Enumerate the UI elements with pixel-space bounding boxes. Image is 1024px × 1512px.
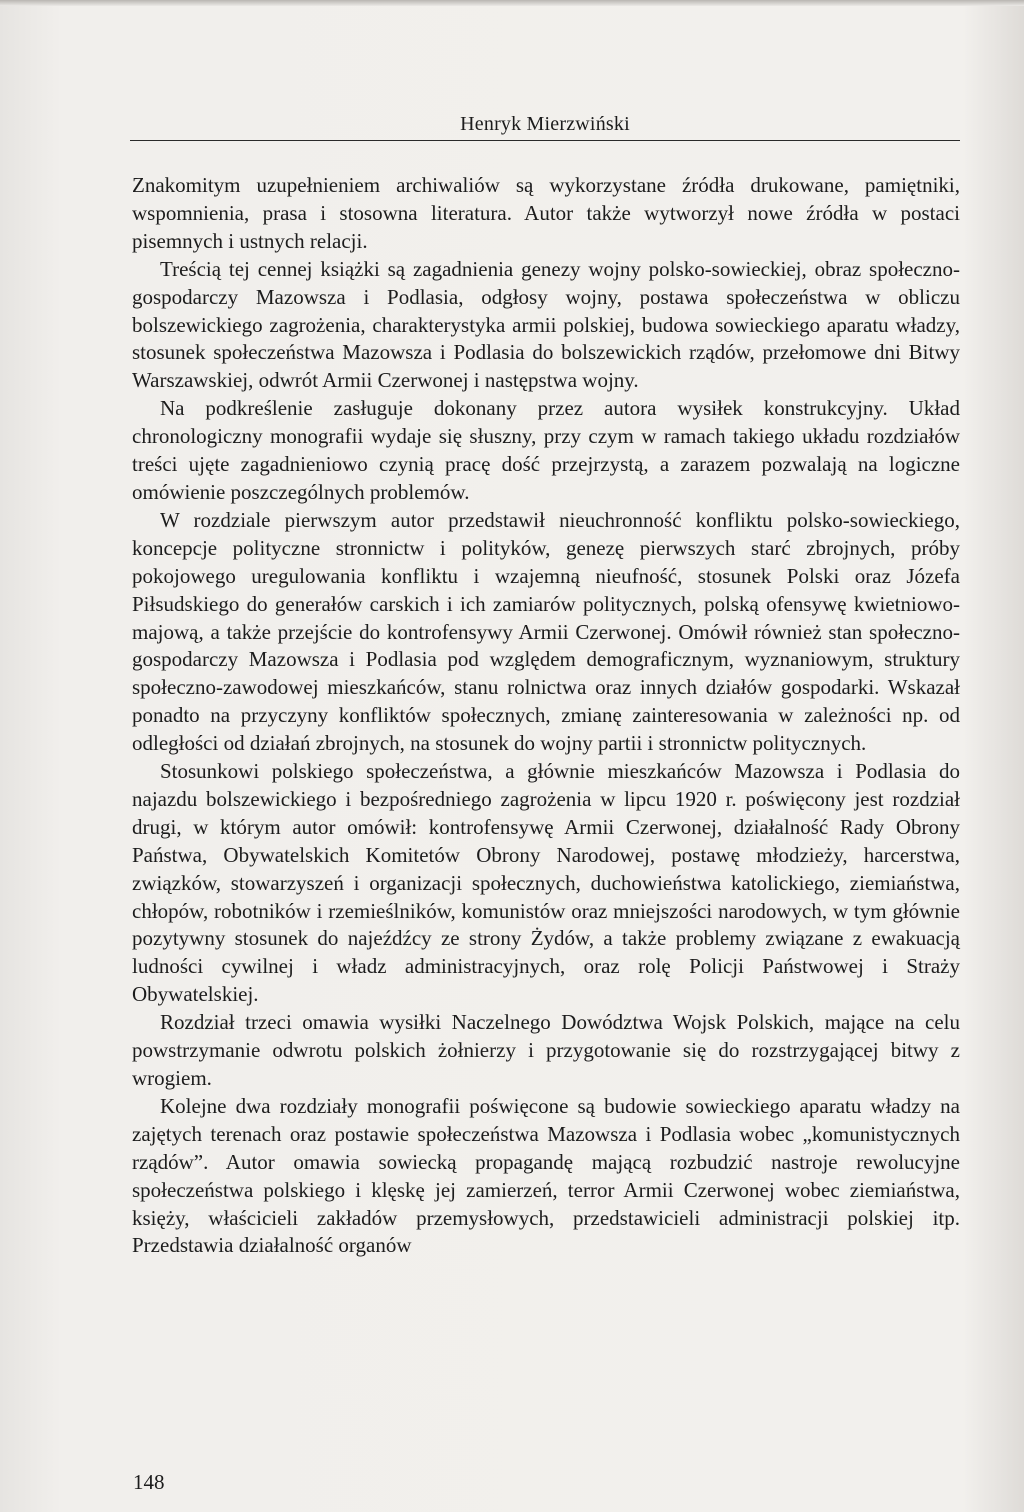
- page-number: 148: [133, 1470, 165, 1494]
- running-title: Henryk Mierzwiński: [460, 113, 630, 135]
- body-text: [132, 172, 960, 1260]
- paragraph: Stosunkowi polskiego społeczeństwa, a głównie mieszkańców Mazowsza i Podlasia do najazdu bolszewickiego i bezpośredniego zagrożenia w lipcu 1920 r. poświęcony jest rozdział drugi, w którym autor omówił: kontrofensywę Armii Czerwonej, działalność Rady Obrony Państwa, Obywatelskich Komitetów Obrony Narodowej, postawę młodzieży, harcerstwa, związków, stowarzyszeń i organizacji społecznych, duchowieństwa katolickiego, ziemiaństwa, chłopów, robotników i rzemieślników, komunistów oraz mniejszości narodowych, w tym głównie pozytywny stosunek do najeźdźcy ze strony Żydów, a także problemy związane z ewakuacją ludności cywilnej i władz administracyjnych, oraz rolę Policji Państwowej i Straży Obywatelskiej.: [132, 759, 960, 1007]
- paragraph: Treścią tej cennej książki są zagadnienia genezy wojny polsko-sowieckiej, obraz społeczno-gospodarczy Mazowsza i Podlasia, odgłosy wojny, postawa społeczeństwa w obliczu bolszewickiego zagrożenia, charakterystyka armii polskiej, budowa sowieckiego aparatu władzy, stosunek społeczeństwa Mazowsza i Podlasia do bolszewickich rządów, przełomowe dni Bitwy Warszawskiej, odwrót Armii Czerwonej i następstwa wojny.: [132, 256, 960, 393]
- paragraph: Na podkreślenie zasługuje dokonany przez autora wysiłek konstrukcyjny. Układ chronologiczny monografii wydaje się słuszny, przy czym w ramach takiego układu rozdziałów treści ujęte zagadnieniowo czynią pracę dość przejrzystą, a zarazem pozwalają na logiczne omówienie poszczególnych problemów.: [132, 396, 960, 504]
- paragraph: Rozdział trzeci omawia wysiłki Naczelnego Dowództwa Wojsk Polskich, mające na celu powstrzymanie odwrotu polskich żołnierzy i przygotowanie się do rozstrzygającej bitwy z wrogiem.: [132, 1010, 960, 1090]
- page-top-edge: [0, 0, 1024, 6]
- paragraph: W rozdziale pierwszym autor przedstawił nieuchronność konfliktu polsko-sowieckiego, koncepcje polityczne stronnictw i polityków, genezę pierwszych starć zbrojnych, próby pokojowego uregulowania konfliktu i wzajemną nieufność, stosunek Polski oraz Józefa Piłsudskiego do generałów carskich i ich zamiarów politycznych, polską ofensywę kwietniowo-majową, a także przejście do kontrofensywy Armii Czerwonej. Omówił również stan społeczno-gospodarczy Mazowsza i Podlasia pod względem demograficznym, wyznaniowym, struktury społeczno-zawodowej mieszkańców, stanu rolnictwa oraz innych działów gospodarki. Wskazał ponadto na przyczyny konfliktów społecznych, zmianę zainteresowania w zależności np. od odległości od działań zbrojnych, na stosunek do wojny partii i stronnictw politycznych.: [132, 507, 960, 756]
- paragraph: Znakomitym uzupełnieniem archiwaliów są wykorzystane źródła drukowane, pamiętniki, wspomnienia, prasa i stosowna literatura. Autor także wytworzył nowe źródła w postaci pisemnych i ustnych relacji.: [132, 173, 960, 253]
- paragraph: Kolejne dwa rozdziały monografii poświęcone są budowie sowieckiego aparatu władzy na zajętych terenach oraz postawie społeczeństwa Mazowsza i Podlasia wobec „komunistycznych rządów”. Autor omawia sowiecką propagandę mającą rozbudzić nastroje rewolucyjne społeczeństwa polskiego i klęskę jej zamierzeń, terror Armii Czerwonej wobec ziemiaństwa, księży, właścicieli zakładów przemysłowych, przedstawicieli administracji polskiej itp. Przedstawia działalność organów: [132, 1093, 960, 1258]
- running-header: [130, 110, 960, 141]
